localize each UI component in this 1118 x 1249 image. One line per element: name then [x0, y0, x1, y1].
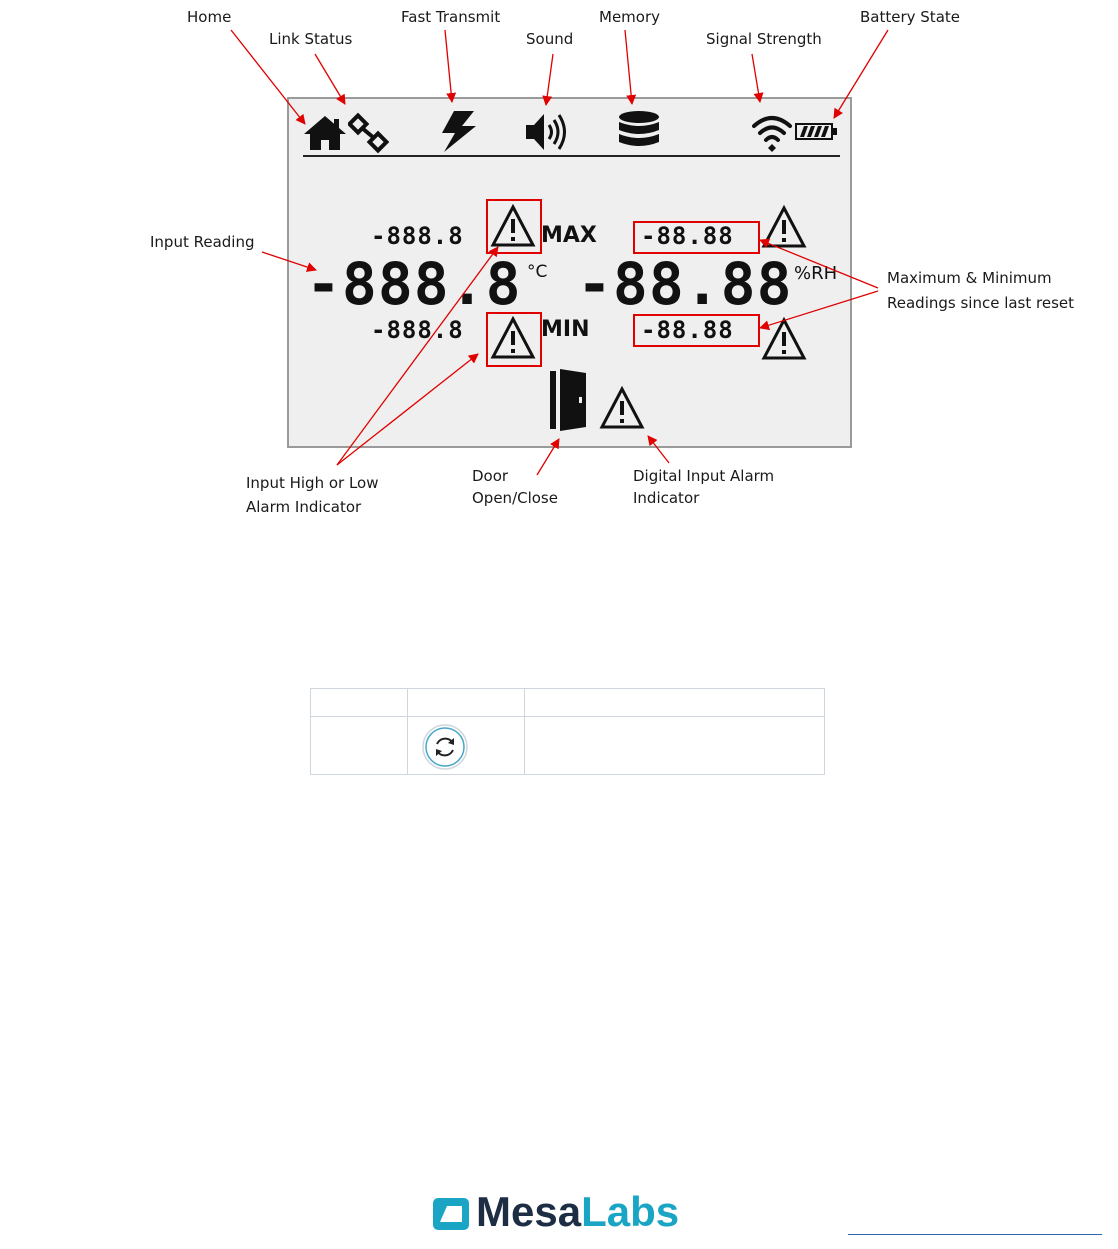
humidity-unit: %RH — [794, 263, 838, 284]
link-status-arrow — [315, 54, 345, 104]
fast-transmit-label: Fast Transmit — [401, 8, 501, 26]
humidity-max-value: -88.88 — [641, 222, 734, 250]
max-min-label-line2: Readings since last reset — [887, 294, 1075, 312]
memory-label: Memory — [599, 8, 661, 26]
max-tag: MAX — [541, 223, 597, 248]
memory-arrow — [625, 30, 632, 104]
table-cell — [408, 717, 525, 775]
battery-state-label: Battery State — [860, 8, 960, 26]
humidity-min-value: -88.88 — [641, 316, 734, 344]
refresh-icon[interactable] — [421, 723, 469, 771]
temperature-min-value: -888.8 — [371, 316, 464, 344]
temperature-max-value: -888.8 — [371, 222, 464, 250]
logo-text-mesa: Mesa — [476, 1188, 582, 1235]
digital-alarm-arrow — [648, 436, 669, 463]
table-header-row — [311, 689, 825, 717]
home-label: Home — [187, 8, 232, 26]
min-reading-arrow — [760, 291, 878, 328]
icon-table — [310, 688, 825, 775]
sound-arrow — [546, 54, 553, 105]
link-status-label: Link Status — [269, 30, 353, 48]
temperature-reading: -888.8 — [306, 250, 522, 318]
table-row — [311, 717, 825, 775]
sound-label: Sound — [526, 30, 574, 48]
digital-input-alarm-label-line2: Indicator — [633, 489, 700, 507]
door-arrow — [537, 439, 559, 475]
min-tag: MIN — [541, 317, 590, 342]
max-reading-arrow — [760, 240, 878, 288]
input-reading-arrow — [262, 252, 316, 270]
signal-strength-arrow — [752, 54, 760, 102]
temperature-unit: °C — [527, 262, 548, 282]
digital-input-alarm-label-line1: Digital Input Alarm — [633, 467, 775, 485]
fast-transmit-arrow — [445, 30, 452, 102]
home-arrow — [231, 30, 305, 124]
max-min-label-line1: Maximum & Minimum — [887, 269, 1052, 287]
humidity-reading: -88.88 — [577, 250, 793, 318]
input-reading-label: Input Reading — [150, 233, 255, 251]
mesalabs-logo — [476, 1186, 679, 1238]
table-cell — [311, 689, 408, 717]
table-cell — [311, 717, 408, 775]
footer-rule — [848, 1234, 1102, 1235]
signal-strength-label: Signal Strength — [706, 30, 822, 48]
door-label-line1: Door — [472, 467, 509, 485]
door-label-line2: Open/Close — [472, 489, 558, 507]
table-cell — [525, 717, 825, 775]
mesalabs-logo-icon — [432, 1190, 470, 1238]
max-alarm-arrow — [337, 247, 498, 465]
battery-state-arrow — [834, 30, 888, 118]
alarm-indicator-label-line1: Input High or Low — [246, 474, 379, 492]
table-cell — [525, 689, 825, 717]
min-alarm-arrow — [337, 354, 478, 465]
table-cell — [408, 689, 525, 717]
alarm-indicator-label-line2: Alarm Indicator — [246, 498, 362, 516]
logo-text-labs: Labs — [581, 1188, 680, 1235]
